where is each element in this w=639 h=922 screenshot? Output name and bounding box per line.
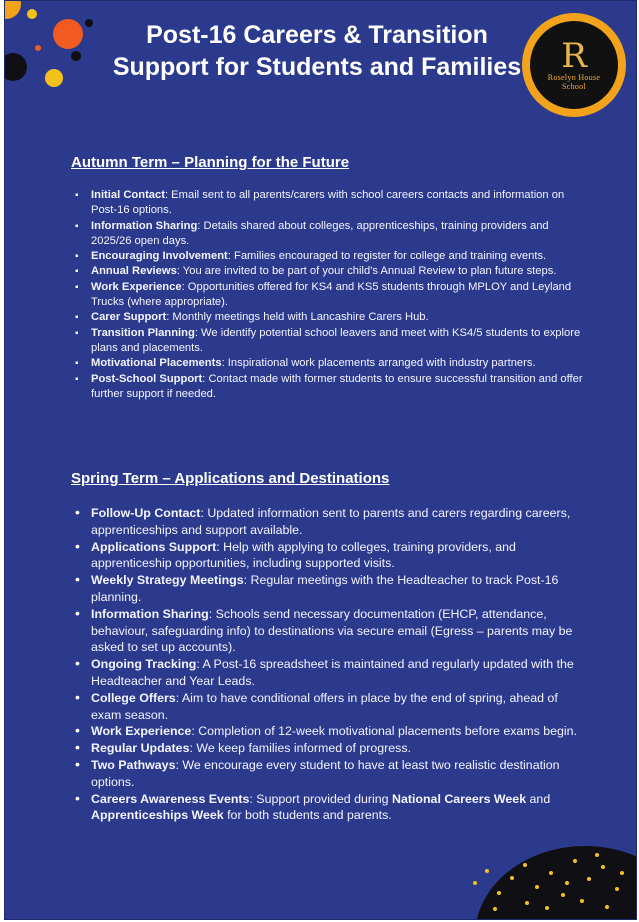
sparkle-dot bbox=[510, 876, 514, 880]
page-title: Post-16 Careers & Transition Support for Students and Families bbox=[112, 21, 522, 81]
autumn-heading: Autumn Term – Planning for the Future bbox=[71, 154, 350, 171]
decorative-dot bbox=[45, 69, 63, 87]
sparkle-dot bbox=[535, 885, 539, 889]
list-item: • Work Experience: Completion of 12-week motivational placements before exams begin. bbox=[69, 723, 589, 740]
decorative-dot bbox=[53, 19, 83, 49]
list-item: • Two Pathways: We encourage every student to have at least two realistic destination options. bbox=[69, 757, 589, 791]
decorative-dot bbox=[4, 0, 21, 19]
sparkle-dot bbox=[493, 907, 497, 911]
spring-heading: Spring Term – Applications and Destinations bbox=[71, 470, 390, 487]
sparkle-dot bbox=[525, 901, 529, 905]
sparkle-dot bbox=[573, 859, 577, 863]
spring-list bbox=[69, 505, 589, 824]
sparkle-dot bbox=[580, 899, 584, 903]
sparkle-dot bbox=[523, 863, 527, 867]
sparkle-dot bbox=[473, 881, 477, 885]
list-item: ▪ Work Experience: Opportunities offered for KS4 and KS5 students through MPLOY and Leyland Trucks (where appropriate). bbox=[69, 280, 589, 311]
sparkle-dot bbox=[605, 905, 609, 909]
decorative-corner-shape bbox=[475, 846, 637, 920]
list-item: ▪ Encouraging Involvement: Families encouraged to register for college and training events. bbox=[69, 249, 589, 264]
sparkle-dot bbox=[595, 853, 599, 857]
list-item: ▪ Information Sharing: Details shared about colleges, apprenticeships, training providers and 2025/26 open days. bbox=[69, 219, 589, 250]
decorative-dot bbox=[71, 51, 81, 61]
list-item: ▪ Annual Reviews: You are invited to be part of your child's Annual Review to plan future steps. bbox=[69, 264, 589, 279]
sparkle-dot bbox=[615, 887, 619, 891]
poster bbox=[4, 0, 637, 920]
list-item: ▪ Carer Support: Monthly meetings held with Lancashire Carers Hub. bbox=[69, 310, 589, 325]
sparkle-dot bbox=[545, 906, 549, 910]
list-item: • College Offers: Aim to have conditional offers in place by the end of spring, ahead of exam season. bbox=[69, 690, 589, 724]
decorative-dot bbox=[27, 9, 37, 19]
list-item: • Applications Support: Help with applying to colleges, training providers, and apprenticeship opportunities, including supported visits. bbox=[69, 539, 589, 573]
sparkle-dot bbox=[601, 865, 605, 869]
sparkle-dot bbox=[620, 871, 624, 875]
list-item: ▪ Post-School Support: Contact made with former students to ensure successful transition and offer further support if needed. bbox=[69, 372, 589, 403]
sparkle-dot bbox=[561, 893, 565, 897]
logo-badge bbox=[530, 21, 618, 109]
logo-text-line2: School bbox=[561, 82, 587, 91]
list-item: • Follow-Up Contact: Updated information sent to parents and carers regarding careers, apprenticeships and support available. bbox=[69, 505, 589, 539]
sparkle-dot bbox=[497, 891, 501, 895]
list-item: ▪ Transition Planning: We identify potential school leavers and meet with KS4/5 students to explore plans and placements. bbox=[69, 326, 589, 357]
logo-text-line1: Roselyn House bbox=[547, 73, 601, 82]
list-item: • Careers Awareness Events: Support provided during National Careers Week and Apprenticeships Week for both students and parents. bbox=[69, 791, 589, 825]
decorative-dot bbox=[35, 45, 41, 51]
list-item: • Weekly Strategy Meetings: Regular meetings with the Headteacher to track Post-16 planning. bbox=[69, 572, 589, 606]
sparkle-dot bbox=[485, 869, 489, 873]
list-item: ▪ Initial Contact: Email sent to all parents/carers with school careers contacts and information on Post-16 options. bbox=[69, 188, 589, 219]
list-item: • Regular Updates: We keep families informed of progress. bbox=[69, 740, 589, 757]
list-item: ▪ Motivational Placements: Inspirational work placements arranged with industry partners. bbox=[69, 356, 589, 371]
school-logo bbox=[522, 13, 626, 117]
autumn-list bbox=[69, 188, 589, 402]
list-item: • Ongoing Tracking: A Post-16 spreadsheet is maintained and regularly updated with the Headteacher and Year Leads. bbox=[69, 656, 589, 690]
sparkle-dot bbox=[565, 881, 569, 885]
sparkle-dot bbox=[549, 871, 553, 875]
sparkle-dot bbox=[587, 877, 591, 881]
logo-mark: R bbox=[561, 36, 587, 76]
decorative-dot bbox=[4, 53, 27, 81]
list-item: • Information Sharing: Schools send necessary documentation (EHCP, attendance, behaviour, safeguarding info) to destinations via secure email (Egress – parents may be asked to set up accounts). bbox=[69, 606, 589, 656]
decorative-dot bbox=[85, 19, 93, 27]
